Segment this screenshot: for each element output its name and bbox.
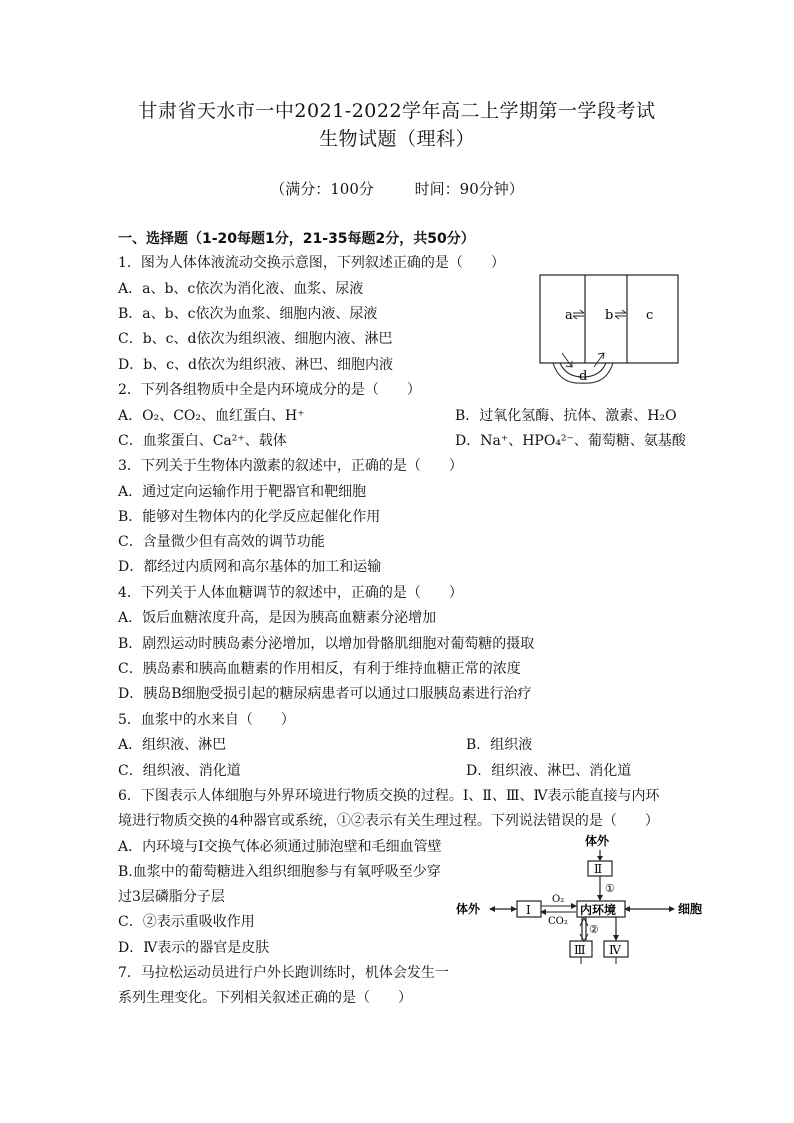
q3-option-d: D．都经过内质网和高尔基体的加工和运输 bbox=[118, 559, 382, 575]
q5-option-d: D．组织液、淋巴、消化道 bbox=[466, 763, 632, 779]
q4-option-b: B．剧烈运动时胰岛素分泌增加，以增加骨骼肌细胞对葡萄糖的摄取 bbox=[118, 636, 535, 652]
q6-option-a: A．内环境与Ⅰ交换气体必须通过肺泡壁和毛细血管壁 bbox=[118, 839, 442, 855]
q3-option-c: C．含量微少但有高效的调节功能 bbox=[118, 534, 325, 550]
material-exchange-diagram bbox=[452, 832, 714, 967]
fig-o2: O₂ bbox=[552, 894, 565, 905]
fig-process-2: ② bbox=[589, 923, 599, 936]
exam-meta bbox=[0, 178, 794, 199]
section-heading: 一、选择题（1-20每题1分，21-35每题2分，共50分） bbox=[118, 231, 475, 247]
exam-subtitle: 生物试题（理科） bbox=[318, 128, 475, 150]
q4-option-a: A．饭后血糖浓度升高，是因为胰高血糖素分泌增加 bbox=[118, 610, 437, 626]
fig-box-ii: Ⅱ bbox=[594, 862, 603, 876]
q5-option-b: B．组织液 bbox=[466, 737, 533, 753]
q4-option-d: D．胰岛B细胞受损引起的糖尿病患者可以通过口服胰岛素进行治疗 bbox=[118, 686, 532, 702]
full-score: （满分：100分 bbox=[270, 180, 374, 198]
q3-option-b: B．能够对生物体内的化学反应起催化作用 bbox=[118, 509, 381, 525]
fig-inner-env: 内环境 bbox=[580, 903, 617, 917]
q4-stem: 4．下列关于人体血糖调节的叙述中，正确的是（ ） bbox=[118, 585, 463, 601]
q6-option-b-line2: 过3层磷脂分子层 bbox=[118, 889, 225, 905]
q1-option-b: B．a、b、c依次为血浆、细胞内液、尿液 bbox=[118, 306, 378, 322]
q1-option-d: D．b、c、d依次为组织液、淋巴、细胞内液 bbox=[118, 357, 393, 373]
q3-option-a: A．通过定向运输作用于靶器官和靶细胞 bbox=[118, 484, 367, 500]
q4-option-c: C．胰岛素和胰高血糖素的作用相反，有利于维持血糖正常的浓度 bbox=[118, 661, 521, 677]
q2-stem: 2．下列各组物质中全是内环境成分的是（ ） bbox=[118, 382, 421, 398]
fig-label-d: d bbox=[579, 369, 588, 384]
fig-label-c: c bbox=[646, 308, 654, 323]
q5-option-a: A．组织液、淋巴 bbox=[118, 737, 227, 753]
q1-option-c: C．b、c、d依次为组织液、细胞内液、淋巴 bbox=[118, 331, 393, 347]
q5-option-c: C．组织液、消化道 bbox=[118, 763, 241, 779]
fig-box-iii: Ⅲ bbox=[574, 943, 586, 957]
q6-stem-line2: 境进行物质交换的4种器官或系统，①②表示有关生理过程。下列说法错误的是（ ） bbox=[118, 813, 659, 829]
q5-stem: 5．血浆中的水来自（ ） bbox=[118, 712, 295, 728]
q6-option-c: C．②表示重吸收作用 bbox=[118, 914, 255, 930]
q2-option-b: B．过氧化氢酶、抗体、激素、H₂O bbox=[455, 408, 677, 424]
fig-process-1: ① bbox=[605, 882, 615, 895]
q2-option-a: A．O₂、CO₂、血红蛋白、H⁺ bbox=[118, 408, 305, 424]
q6-option-d: D．Ⅳ表示的器官是皮肤 bbox=[118, 940, 270, 956]
fig-outside-top: 体外 bbox=[585, 834, 610, 848]
q2-option-d: D．Na⁺、HPO₄²⁻、葡萄糖、氨基酸 bbox=[455, 433, 686, 449]
fig-outside-left: 体外 bbox=[456, 902, 481, 916]
q6-option-b-line1: B.血浆中的葡萄糖进入组织细胞参与有氧呼吸至少穿 bbox=[118, 864, 441, 880]
exam-time: 时间：90分钟） bbox=[414, 180, 524, 198]
q1-option-a: A．a、b、c依次为消化液、血浆、尿液 bbox=[118, 281, 364, 297]
body-fluid-diagram bbox=[538, 273, 683, 385]
q7-stem-line2: 系列生理变化。下列相关叙述正确的是（ ） bbox=[118, 990, 412, 1006]
fig-box-i: Ⅰ bbox=[526, 903, 531, 917]
exam-title: 甘肃省天水市一中2021-2022学年高二上学期第一学段考试 bbox=[138, 100, 656, 122]
fig-label-b: b bbox=[605, 308, 614, 323]
fig-box-iv: Ⅳ bbox=[609, 943, 621, 957]
q7-stem-line1: 7．马拉松运动员进行户外长跑训练时，机体会发生一 bbox=[118, 965, 449, 981]
q3-stem: 3．下列关于生物体内激素的叙述中，正确的是（ ） bbox=[118, 458, 463, 474]
q6-stem-line1: 6．下图表示人体细胞与外界环境进行物质交换的过程。Ⅰ、Ⅱ、Ⅲ、Ⅳ表示能直接与内环 bbox=[118, 788, 660, 804]
fig-co2: CO₂ bbox=[548, 916, 568, 927]
q2-option-c: C．血浆蛋白、Ca²⁺、载体 bbox=[118, 433, 287, 449]
fig-cell: 细胞 bbox=[678, 902, 703, 916]
fig-label-a: a bbox=[565, 308, 573, 323]
q1-stem: 1．图为人体体液流动交换示意图，下列叙述正确的是（ ） bbox=[118, 255, 505, 271]
